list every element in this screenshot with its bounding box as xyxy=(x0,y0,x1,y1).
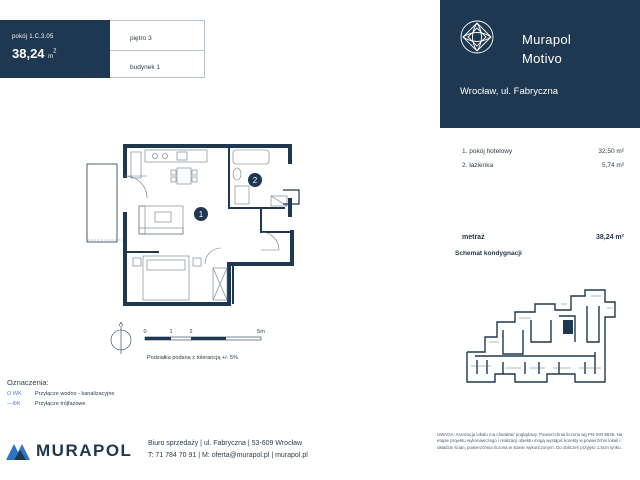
room-marker-1 xyxy=(194,207,208,221)
floor-scheme-title: Schemat kondygnacji xyxy=(455,250,522,257)
room-label: 1. pokój hotelowy xyxy=(462,148,513,155)
floor-label: piętro 3 xyxy=(130,35,152,42)
total-area-row xyxy=(462,234,624,241)
room-marker-2 xyxy=(248,173,262,187)
unit-meta-box xyxy=(110,20,205,78)
room-area: 32,50 m² xyxy=(598,148,624,155)
disclaimer: UWAGA: Aranżacja lokalu ma charakter poglądowy. Powierzchnia liczona wg PN-ISO 9836. Na etapie projektu wykonawczego i realizacji obiektu mogą wystąpić korekty w powierzchni lokali i układzie ścian, powierzchnia liczona w stanie wykończonym. Do obliczeń przyjęto 1,5cm tynku. xyxy=(437,432,623,450)
brand-location: Wrocław, ul. Fabryczna xyxy=(460,86,559,97)
legend-item xyxy=(7,401,114,407)
brand-name-line1: Murapol xyxy=(522,32,572,47)
unit-area-unit: m xyxy=(48,54,54,60)
building-label: budynek 1 xyxy=(110,50,204,79)
brand-name xyxy=(522,30,571,68)
footer-logo-text: MURAPOL xyxy=(36,441,133,460)
total-area-label: metraż xyxy=(462,234,485,241)
room-row xyxy=(462,162,624,176)
room-row xyxy=(462,148,624,162)
scale-tick-1: 1 xyxy=(169,329,173,335)
unit-code: pokój 1.C.3.05 xyxy=(12,34,54,40)
footer-contact-line1: Biuro sprzedaży | ul. Fabryczna | 53-609 Wrocław xyxy=(148,440,303,447)
footer-contact-line2: T: 71 784 70 91 | M: oferta@murapol.pl | murapol.pl xyxy=(148,452,308,459)
scale-tick-0: 0 xyxy=(143,329,147,335)
room-label: 2. łazienka xyxy=(462,162,494,169)
legend-label: Przyłącze trójfazowe xyxy=(35,401,86,407)
footer-contact xyxy=(148,438,308,462)
room-marker-2-label: 2 xyxy=(252,176,258,185)
brand-panel xyxy=(440,0,640,128)
legend-code: —ΦK xyxy=(7,401,21,407)
scale-tick-5m: 5m xyxy=(257,329,265,335)
total-area-value: 38,24 m² xyxy=(595,234,624,241)
brand-name-line2: Motivo xyxy=(522,51,563,66)
floor-plan-drawing xyxy=(85,140,305,315)
unit-summary-box xyxy=(0,20,110,78)
scale-tick-2: 2 xyxy=(189,329,193,335)
legend xyxy=(7,378,114,411)
unit-area xyxy=(12,46,110,61)
diamond-knot-icon xyxy=(460,20,494,54)
room-area: 5,74 m² xyxy=(601,162,624,169)
scale-note: Podziałka podana z tolerancją +/- 5% xyxy=(147,355,238,361)
legend-label: Przyłącze wodno - kanalizacyjne xyxy=(35,391,115,397)
legend-item xyxy=(7,391,114,397)
legend-code: O WK xyxy=(7,391,22,397)
floor-scheme-map xyxy=(455,282,635,392)
legend-title: Oznaczenia: xyxy=(7,378,49,387)
unit-area-value: 38,24 xyxy=(12,46,45,61)
unit-area-unit-sup: 2 xyxy=(53,48,57,55)
rooms-list xyxy=(462,148,624,176)
room-marker-1-label: 1 xyxy=(198,210,204,219)
unit-location-marker xyxy=(563,320,573,334)
